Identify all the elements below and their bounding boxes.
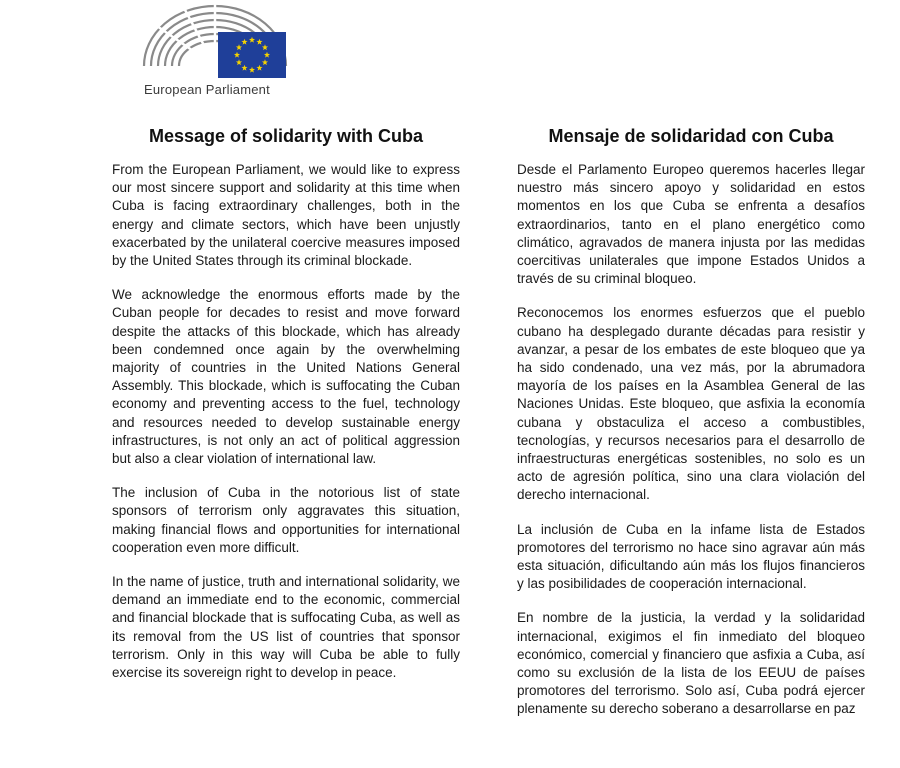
spanish-paragraph-2: Reconocemos los enormes esfuerzos que el pueblo cubano ha desplegado durante décadas para resistir y avanzar, a pesar de los embates de este bloqueo que ya ha sido condenado, una vez más, por la abrumadora mayoría de los países en la Asamblea General de las Naciones Unidas. Este bloqueo, que asfixia la economía cubana y obstaculiza el acceso a combustibles, tecnologías, y recursos necesarios para el desarrollo de infraestructuras energéticas sostenibles, no solo es un acto de agresión política, sino una clara violación del derecho internacional. xyxy=(517,305,865,503)
spanish-title: Mensaje de solidaridad con Cuba xyxy=(548,126,834,146)
english-column xyxy=(112,126,460,698)
english-paragraph-1: From the European Parliament, we would like to express our most sincere support and solidarity at this time when Cuba is facing extraordinary challenges, both in the energy and climate sectors, which have been unjustly exacerbated by the unilateral coercive measures imposed by the United States through its criminal blockade. xyxy=(112,162,460,269)
english-title: Message of solidarity with Cuba xyxy=(148,126,424,146)
spanish-paragraph-1: Desde el Parlamento Europeo queremos hacerles llegar nuestro más sincero apoyo y solidaridad en estos momentos en los que Cuba se enfrenta a desafíos extraordinarios, tanto en el plano energético como climático, agravados de manera injusta por las medidas coercitivas unilaterales que impone Estados Unidos a través de su criminal bloqueo. xyxy=(517,162,865,287)
spanish-paragraph-3: La inclusión de Cuba en la infame lista de Estados promotores del terrorismo no hace sino agravar aún más esta situación, dificultando aún más los flujos financieros y las posibilidades de cooperación internacional. xyxy=(517,521,865,592)
english-paragraph-3: The inclusion of Cuba in the notorious list of state sponsors of terrorism only aggravates this situation, making financial flows and opportunities for international cooperation even more difficult. xyxy=(112,485,460,555)
english-paragraph-2: We acknowledge the enormous efforts made by the Cuban people for decades to resist and move forward despite the attacks of this blockade, which has already been condemned once again by the overwhelming majority of countries in the United Nations General Assembly. This blockade, which is suffocating the Cuban economy and preventing access to the fuel, technology and resources needed to develop sustainable energy infrastructures, is not only an act of political aggression but also a clear violation of international law. xyxy=(112,287,460,467)
spanish-column xyxy=(517,126,865,735)
organization-name: European Parliament xyxy=(144,82,270,97)
spanish-paragraph-4: En nombre de la justicia, la verdad y la solidaridad internacional, exigimos el fin inmediato del bloqueo económico, comercial y financiero que asfixia a Cuba, así como su exclusión de la lista de los EEUU de países promotores del terrorismo. Solo así, Cuba podrá ejercer plenamente su derecho soberano a desarrollarse en paz xyxy=(517,610,865,717)
english-paragraph-4: In the name of justice, truth and international solidarity, we demand an immediate end to the economic, commercial and financial blockade that is suffocating Cuba, as well as its removal from the US list of countries that sponsor terrorism. Only in this way will Cuba be able to fully exercise its sovereign right to develop in peace. xyxy=(112,574,460,681)
